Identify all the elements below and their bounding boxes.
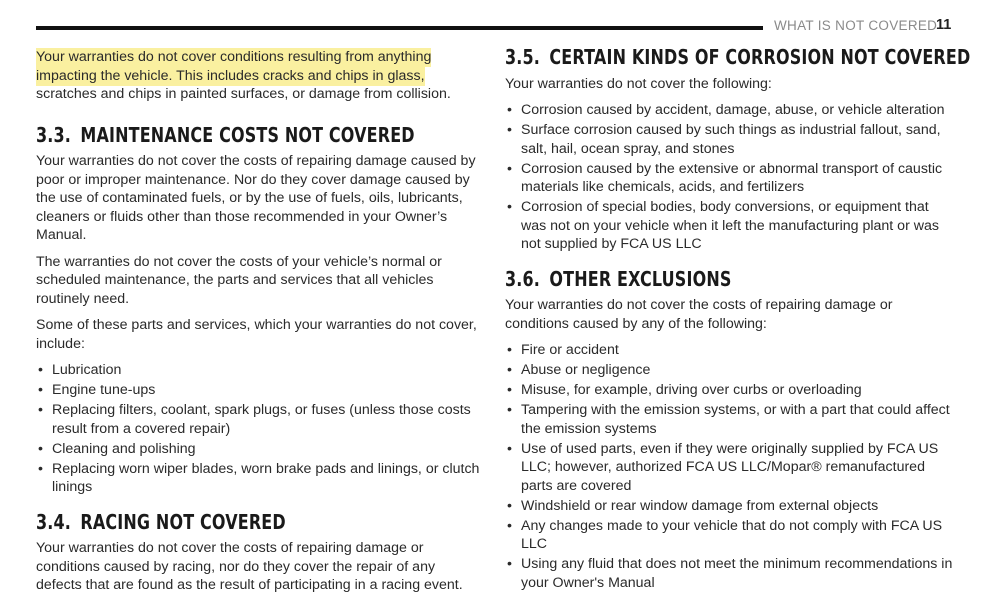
paragraph: Your warranties do not cover the costs of repairing damage or conditions caused by any of the following: (505, 297, 893, 332)
bullet-list (505, 101, 957, 254)
section-heading-3-6 (505, 266, 858, 291)
list-item: • Fire or accident (505, 341, 957, 360)
section-heading-3-5 (505, 45, 971, 69)
section-number: 3.3. (36, 122, 72, 147)
right-column (505, 45, 971, 600)
list-item: • Corrosion of special bodies, body conversions, or equipment that was not on your vehicle when it left the manufacturing plant or was not supplied by FCA US LLC (505, 198, 957, 254)
paragraph: Your warranties do not cover the following: (505, 75, 772, 92)
header-rule (36, 26, 763, 30)
paragraph: Your warranties do not cover the costs of repairing damage caused by poor or improper maintenance. Nor do they cover damage caused by the use of contaminated fuels, or by the use of fuels, oils, lubricants, cleaners or fluids other than those recommended in your Owner’s Manual. (36, 153, 476, 243)
list-item: • Misuse, for example, driving over curbs or overloading (505, 381, 957, 400)
list-item: • Replacing filters, coolant, spark plugs, or fuses (unless those costs result from a covered repair) (36, 401, 480, 438)
intro-paragraph (36, 48, 480, 104)
paragraph: The warranties do not cover the costs of your vehicle’s normal or scheduled maintenance, the parts and services that all vehicles routinely need. (36, 253, 442, 307)
list-item: • Windshield or rear window damage from external objects (505, 497, 957, 516)
highlighted-text: Your warranties do not cover conditions resulting from anything impacting the vehicle. This includes cracks and chips in glass, (36, 49, 432, 84)
intro-text-rest: scratches and chips in painted surfaces, or damage from collision. (36, 86, 451, 102)
section-heading-3-3 (36, 122, 415, 147)
section-title: MAINTENANCE COSTS NOT COVERED (80, 122, 415, 147)
list-item: • Surface corrosion caused by such things as industrial fallout, sand, salt, hail, ocean spray, and stones (505, 121, 957, 158)
paragraph: Your warranties do not cover the costs of repairing damage or conditions caused by racing, nor do they cover the repair of any defects that are found as the result of participating in a racing event. (36, 540, 463, 593)
list-item: • Tampering with the emission systems, or with a part that could affect the emission systems (505, 401, 957, 438)
list-item: • Cleaning and polishing (36, 440, 480, 459)
running-title: WHAT IS NOT COVERED (774, 18, 938, 33)
list-item: • Any changes made to your vehicle that do not comply with FCA US LLC (505, 517, 957, 554)
section-number: 3.6. (505, 266, 541, 291)
section-title: CERTAIN KINDS OF CORROSION NOT COVERED (549, 45, 971, 69)
bullet-list (505, 341, 957, 592)
list-item: • Replacing worn wiper blades, worn brake pads and linings, or clutch linings (36, 460, 480, 497)
section-heading-3-4 (36, 509, 382, 534)
bullet-list (36, 361, 480, 497)
list-item: • Corrosion caused by the extensive or abnormal transport of caustic materials like chemicals, acids, and fertilizers (505, 160, 957, 197)
paragraph: Some of these parts and services, which your warranties do not cover, include: (36, 317, 477, 352)
list-item: • Lubrication (36, 361, 480, 380)
list-item: • Corrosion caused by accident, damage, abuse, or vehicle alteration (505, 101, 957, 120)
section-title: OTHER EXCLUSIONS (549, 266, 732, 291)
section-number: 3.5. (505, 45, 541, 69)
section-title: RACING NOT COVERED (80, 509, 286, 534)
list-item: • Engine tune-ups (36, 381, 480, 400)
section-number: 3.4. (36, 509, 72, 534)
list-item: • Using any fluid that does not meet the minimum recommendations in your Owner's Manual (505, 555, 957, 592)
list-item: • Abuse or negligence (505, 361, 957, 380)
list-item: • Use of used parts, even if they were originally supplied by FCA US LLC; however, authorized FCA US LLC/Mopar® remanufactured parts are covered (505, 440, 957, 496)
page-number: 11 (936, 17, 952, 33)
left-column (36, 48, 480, 603)
